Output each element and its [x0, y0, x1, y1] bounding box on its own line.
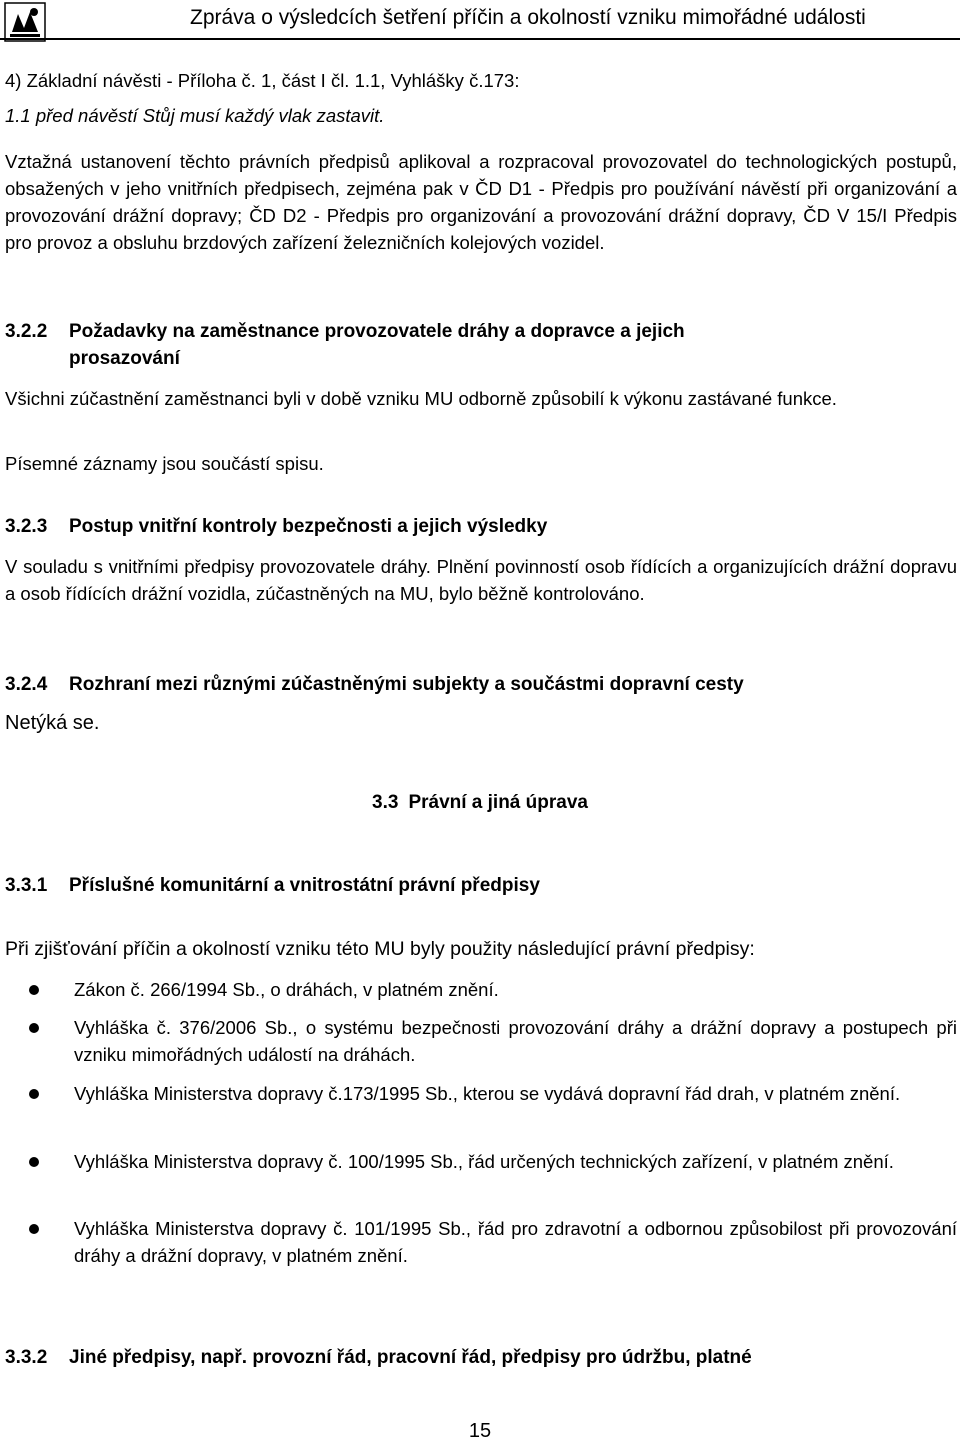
list-item-text: Vyhláška č. 376/2006 Sb., o systému bezpečnosti provozování dráhy a drážní dopravy a postupech při vzniku mimořádných událostí na dráhách. [74, 1017, 957, 1065]
document-header-title: Zpráva o výsledcích šetření příčin a okolností vzniku mimořádné události [190, 6, 866, 29]
section-3-2-2-paragraph-2: Písemné záznamy jsou součástí spisu. [5, 453, 324, 474]
legal-regulations-intro: Při zjišťování příčin a okolností vzniku této MU byly použity následující právní předpisy: [5, 938, 755, 960]
section-title: Příslušné komunitární a vnitrostátní právní předpisy [69, 875, 540, 896]
section-number: 3.2.4 [5, 674, 48, 695]
list-item [5, 1080, 957, 1107]
section-title: Jiné předpisy, např. provozní řád, pracovní řád, předpisy pro údržbu, platné [69, 1347, 752, 1368]
list-item [5, 1215, 957, 1269]
section-3-2-4-paragraph: Netýká se. [5, 712, 100, 734]
list-item-text: Zákon č. 266/1994 Sb., o dráhách, v platném znění. [74, 979, 499, 1000]
section-3-2-3-paragraph: V souladu s vnitřními předpisy provozovatele dráhy. Plnění povinností osob řídících a organizujících drážní dopravu a osob řídících drážní vozidla, zúčastněných na MU, bylo běžně kontrolováno. [5, 556, 957, 604]
section-3-3-1-heading [5, 872, 540, 899]
section-3-3-heading [0, 792, 960, 814]
list-item-text: Vyhláška Ministerstva dopravy č.173/1995 Sb., kterou se vydává dopravní řád drah, v platném znění. [74, 1083, 901, 1104]
section-number: 3.3.1 [5, 875, 48, 896]
list-item-text: Vyhláška Ministerstva dopravy č. 100/1995 Sb., řád určených technických zařízení, v platném znění. [74, 1151, 894, 1172]
section-number: 3.2.2 [5, 321, 48, 342]
intro-paragraph: Vztažná ustanovení těchto právních předpisů aplikoval a rozpracoval provozovatel do technologických postupů, obsažených v jeho vnitřních předpisech, zejména pak v ČD D1 - Předpis pro používání návěstí při organizování a provozování drážní dopravy; ČD D2 - Předpis pro organizování a provozování drážní dopravy, ČD V 15/I Předpis pro provoz a obsluhu brzdových zařízení železničních kolejových vozidel. [5, 151, 957, 253]
section-number: 3.3.2 [5, 1347, 48, 1368]
list-item-text: Vyhláška Ministerstva dopravy č. 101/1995 Sb., řád pro zdravotní a odbornou způsobilost při provozování dráhy a drážní dopravy, v platném znění. [74, 1218, 957, 1266]
section-3-2-4-heading [5, 671, 744, 698]
bullet-icon [29, 1023, 39, 1033]
list-item [5, 1014, 957, 1068]
signal-rule-line: 1.1 před návěstí Stůj musí každý vlak zastavit. [5, 105, 385, 126]
section-title: Postup vnitřní kontroly bezpečnosti a jejich výsledky [69, 516, 548, 537]
section-number: 3.2.3 [5, 516, 48, 537]
section-3-2-3-heading [5, 513, 547, 540]
organization-logo [4, 2, 46, 42]
list-item [5, 976, 957, 1003]
section-3-3-2-heading [5, 1344, 752, 1371]
header-divider [0, 38, 960, 40]
page-number: 15 [468, 1420, 492, 1442]
bullet-icon [29, 1089, 39, 1099]
section-3-2-2-paragraph-1: Všichni zúčastnění zaměstnanci byli v době vzniku MU odborně způsobilí k výkonu zastávané funkce. [5, 388, 837, 409]
bullet-icon [29, 1157, 39, 1167]
section-title: Právní a jiná úprava [408, 792, 588, 813]
list-item [5, 1148, 957, 1175]
bullet-icon [29, 1224, 39, 1234]
section-title-line2: prosazování [69, 348, 180, 369]
section-number: 3.3 [372, 792, 399, 813]
section-3-2-2-heading [5, 318, 685, 372]
bullet-icon [29, 985, 39, 995]
section-title-line1: Požadavky na zaměstnance provozovatele dráhy a dopravce a jejich [69, 321, 685, 342]
annex-reference-line: 4) Základní návěsti - Příloha č. 1, část I čl. 1.1, Vyhlášky č.173: [5, 70, 520, 91]
section-title: Rozhraní mezi různými zúčastněnými subjekty a součástmi dopravní cesty [69, 674, 744, 695]
